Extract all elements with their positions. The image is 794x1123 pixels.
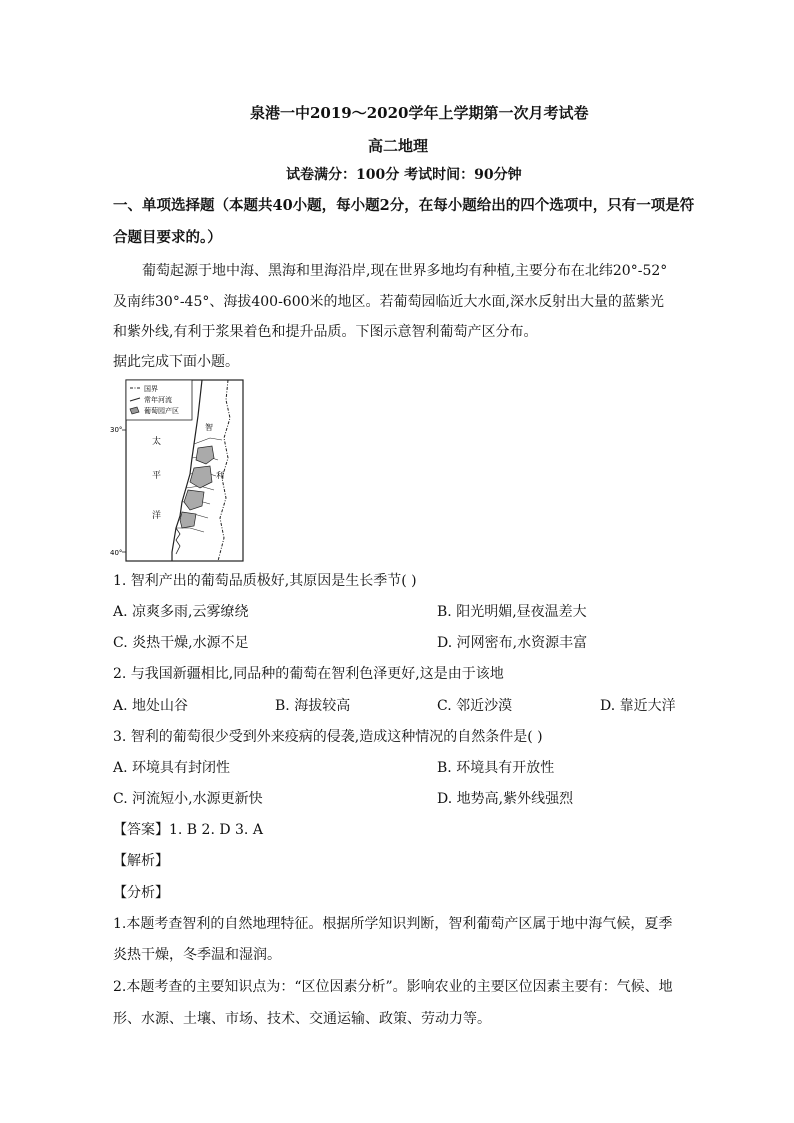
passage-line-1: 葡萄起源于地中海、黑海和里海沿岸,现在世界多地均有种植,主要分布在北纬20°-52° [142, 263, 668, 279]
analysis-subheading: 【分析】 [113, 885, 169, 901]
legend-border: 国界 [144, 385, 158, 393]
ocean-char-1: 太 [152, 437, 162, 447]
question-1-option-a: A. 凉爽多雨,云雾缭绕 [113, 604, 249, 620]
exam-info: 试卷满分：100分 考试时间：90分钟 [286, 167, 522, 183]
exam-title: 泉港一中2019～2020学年上学期第一次月考试卷 [250, 104, 589, 122]
analysis-para-1-line-1: 1.本题考查智利的自然地理特征。根据所学知识判断，智利葡萄产区属于地中海气候，夏季 [113, 916, 673, 932]
lat-label-40: 40° [110, 549, 123, 557]
legend-river: 常年河流 [144, 396, 172, 404]
country-char-1: 智 [205, 423, 213, 432]
question-3-option-b: B. 环境具有开放性 [437, 760, 555, 776]
passage-line-2: 及南纬30°-45°、海拔400-600米的地区。若葡萄园临近大水面,深水反射出大量的蓝紫光 [113, 294, 664, 310]
passage-line-4: 据此完成下面小题。 [113, 354, 239, 370]
question-2-option-c: C. 邻近沙漠 [437, 698, 513, 714]
question-1-option-b: B. 阳光明媚,昼夜温差大 [437, 604, 587, 620]
lat-label-30: 30° [110, 426, 123, 434]
ocean-char-2: 平 [152, 471, 162, 481]
question-2-option-d: D. 靠近大洋 [600, 698, 676, 714]
country-char-2: 利 [216, 471, 224, 480]
question-3-option-d: D. 地势高,紫外线强烈 [437, 791, 574, 807]
section-heading-line2: 合题目要求的。） [113, 229, 222, 246]
passage-line-3: 和紫外线,有利于浆果着色和提升品质。下图示意智利葡萄产区分布。 [113, 324, 538, 340]
chile-vineyard-map [110, 378, 250, 564]
question-2-option-a: A. 地处山谷 [113, 698, 189, 714]
answer-line: 【答案】1. B 2. D 3. A [113, 822, 263, 838]
question-2-option-b: B. 海拔较高 [275, 698, 351, 714]
subject-title: 高二地理 [368, 137, 429, 155]
question-1-option-c: C. 炎热干燥,水源不足 [113, 635, 249, 651]
question-1-option-d: D. 河网密布,水资源丰富 [437, 635, 588, 651]
section-heading-line1: 一、单项选择题（本题共40小题，每小题2分，在每小题给出的四个选项中，只有一项是符 [113, 197, 695, 214]
question-3-stem: 3. 智利的葡萄很少受到外来疫病的侵袭,造成这种情况的自然条件是( ) [113, 729, 543, 745]
analysis-heading: 【解析】 [113, 853, 169, 869]
question-3-option-a: A. 环境具有封闭性 [113, 760, 231, 776]
question-1-stem: 1. 智利产出的葡萄品质极好,其原因是生长季节( ) [113, 573, 417, 589]
analysis-para-2-line-1: 2.本题考查的主要知识点为：“区位因素分析”。影响农业的主要区位因素主要有：气候、地 [113, 979, 673, 995]
question-2-stem: 2. 与我国新疆相比,同品种的葡萄在智利色泽更好,这是由于该地 [113, 666, 504, 682]
vineyard-zone-4 [180, 512, 196, 528]
question-3-option-c: C. 河流短小,水源更新快 [113, 791, 263, 807]
legend-vineyard: 葡萄园产区 [144, 407, 179, 415]
analysis-para-2-line-2: 形、水源、土壤、市场、技术、交通运输、政策、劳动力等。 [113, 1011, 491, 1027]
ocean-char-3: 洋 [152, 511, 162, 521]
analysis-para-1-line-2: 炎热干燥，冬季温和湿润。 [113, 947, 281, 963]
